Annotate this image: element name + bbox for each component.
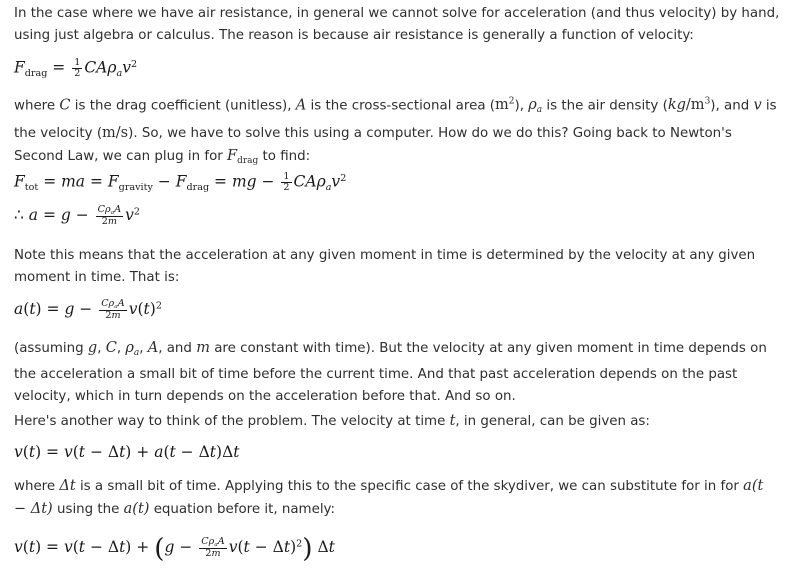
math-F-drag: $F_{drag}$ xyxy=(227,147,259,166)
text-segment: are constant with time). But the velocity at any given moment in time depends on the acceleration a small bit of time before the current time. And that past acceleration depends on the past velocity, which in turn depends on the acceleration before that. And so on. xyxy=(14,341,767,405)
text-segment: , in general, can be given as: xyxy=(455,414,650,429)
math-constants: g xyxy=(87,340,98,356)
text-segment: is the velocity ( xyxy=(14,98,777,141)
paragraph-intro: In the case where we have air resistance, in general we cannot solve for acceleration (and thus velocity) by hand, using just algebra or calculus. The reason is because air resistance is generally a function of velocity: xyxy=(14,6,780,43)
math-unit-density: $kg/m^3$ xyxy=(667,97,711,114)
equation-a-of-t: a(t) = g − $\frac{C\rho_aA}{2m}$ $v(t)^2$ xyxy=(14,298,162,322)
equation-velocity-step: v(t) = v(t − Δt) + a(t − Δt)Δt xyxy=(14,443,240,461)
paragraph-acceleration-note: Note this means that the acceleration at any given moment in time is determined by the velocity at any given moment in time. That is: xyxy=(14,248,756,285)
text-segment: using the xyxy=(52,502,124,517)
text-segment: Here's another way to think of the problem. The velocity at time xyxy=(14,414,450,429)
equation-velocity-final: v(t) = v(t − Δt) + (g − $\frac{C\rho_aA}{2m}$ $v(t - \Delta t)^2$) Δt xyxy=(14,533,335,564)
equation-acceleration: ∴ a = g − $\frac{C\rho_aA}{2m}$ $v^2$ xyxy=(14,204,141,228)
text-segment: is the air density ( xyxy=(542,98,668,114)
math-t: t xyxy=(449,413,456,429)
text-segment: ). So, we have to solve this using a computer. How do we do this? Going back to Newton's Second Law, we can plug in for xyxy=(14,125,732,164)
text-segment: where xyxy=(14,98,60,114)
paragraph-substitution xyxy=(14,475,780,521)
text-segment: ), xyxy=(514,98,529,114)
text-segment: is the cross-sectional area ( xyxy=(306,98,496,114)
math-unit-velocity: m/s xyxy=(102,124,129,141)
equation-drag-force: $F_{drag}$ = $\frac{1}{2}$ $CA\rho_av^2$ xyxy=(14,57,138,80)
math-A: A xyxy=(295,97,307,114)
text-segment: ), and xyxy=(710,98,754,114)
text-segment: is the drag coefficient (unitless), xyxy=(70,98,296,114)
paragraph-assumptions: (assuming g, C, $\rho_a$, A, and m are constant with time). But the velocity at any given moment in time depends on the acceleration a small bit of time before the current time. And that past acceleration depends on the past velocity, which in turn depends on the acceleration before that. And so on. xyxy=(14,340,767,405)
math-v: v xyxy=(753,97,762,114)
text-segment: is a small bit of time. Applying this to the specific case of the skydiver, we can substitute for in for xyxy=(75,479,744,494)
math-rho-a: $\rho_a$ xyxy=(528,97,543,116)
text-segment: (assuming xyxy=(14,341,88,356)
text-segment: equation before it, namely: xyxy=(149,502,336,517)
text-segment: to find: xyxy=(258,148,311,164)
math-delta-t: Δt xyxy=(59,478,76,494)
equation-total-force: $F_{tot}$ = ma = $F_{gravity} - F_{drag}$ = mg − $\frac{1}{2}$ $CA\rho_av^2$ xyxy=(14,171,347,194)
math-a-t-minus-dt: a(t − Δt) xyxy=(14,478,764,517)
math-unit-m2: $m^2$ xyxy=(495,97,515,114)
text-segment: where xyxy=(14,479,60,494)
paragraph-velocity-intro xyxy=(14,410,780,433)
math-a-t: a(t) xyxy=(123,501,150,517)
paragraph-definitions xyxy=(14,91,780,172)
math-C: C xyxy=(59,97,71,114)
